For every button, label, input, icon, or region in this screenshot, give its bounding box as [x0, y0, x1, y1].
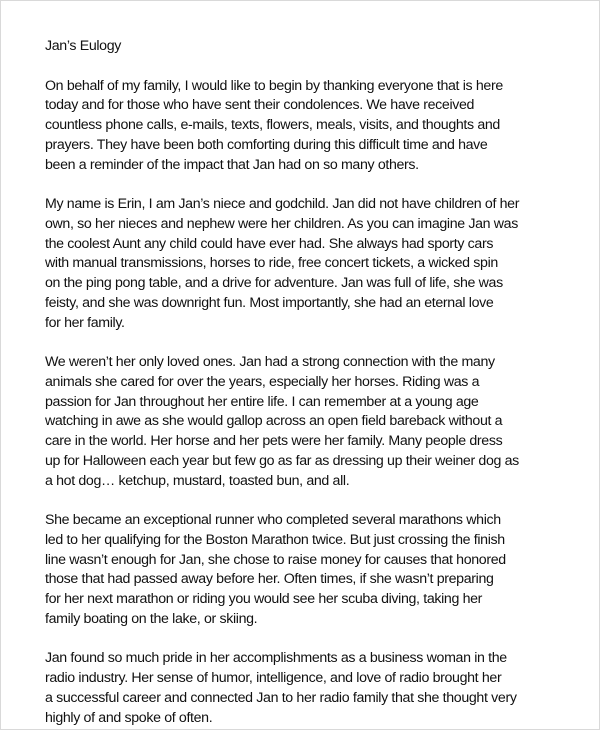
- text-line: highly of and spoke of often.: [45, 709, 213, 726]
- text-line: for her family.: [45, 314, 125, 331]
- text-line: animals she cared for over the years, especially her horses. Riding was a: [45, 373, 480, 390]
- text-line: line wasn’t enough for Jan, she chose to raise money for causes that honored: [45, 551, 506, 568]
- paragraph: [45, 649, 519, 728]
- text-line: She became an exceptional runner who completed several marathons which: [45, 512, 501, 528]
- text-line: led to her qualifying for the Boston Marathon twice. But just crossing the finish: [45, 531, 505, 548]
- document-body: [45, 37, 519, 748]
- title-text: Jan’s Eulogy: [45, 38, 121, 54]
- paragraph: [45, 77, 519, 176]
- text-line: been a reminder of the impact that Jan had on so many others.: [45, 156, 419, 173]
- paragraph: [45, 195, 519, 333]
- text-line: family boating on the lake, or skiing.: [45, 610, 258, 627]
- text-line: On behalf of my family, I would like to begin by thanking everyone that is here: [45, 77, 503, 94]
- text-line: on the ping pong table, and a drive for adventure. Jan was full of life, she was: [45, 275, 503, 291]
- text-line: those that had passed away before her. Often times, if she wasn’t preparing: [45, 571, 494, 588]
- text-line: radio industry. Her sense of humor, intelligence, and love of radio brought her: [45, 670, 502, 686]
- paragraph: [45, 353, 519, 491]
- paragraph: [45, 511, 519, 630]
- text-line: with manual transmissions, horses to ride, free concert tickets, a wicked spin: [45, 255, 498, 272]
- text-line: prayers. They have been both comforting during this difficult time and have: [45, 136, 488, 153]
- text-line: We weren’t her only loved ones. Jan had a strong connection with the many: [45, 354, 495, 370]
- text-line: the coolest Aunt any child could have ever had. She always had sporty cars: [45, 235, 494, 252]
- text-line: passion for Jan throughout her entire life. I can remember at a young age: [45, 393, 479, 410]
- text-line: feisty, and she was downright fun. Most importantly, she had an eternal love: [45, 294, 494, 311]
- text-line: own, so her nieces and nephew were her children. As you can imagine Jan was: [45, 215, 518, 232]
- text-line: a successful career and connected Jan to her radio family that she thought very: [45, 689, 517, 706]
- text-line: care in the world. Her horse and her pets were her family. Many people dress: [45, 433, 503, 449]
- text-line: countless phone calls, e-mails, texts, flowers, meals, visits, and thoughts and: [45, 117, 500, 133]
- text-line: for her next marathon or riding you would see her scuba diving, taking her: [45, 591, 483, 607]
- text-line: a hot dog… ketchup, mustard, toasted bun, and all.: [45, 472, 350, 489]
- text-line: Jan found so much pride in her accomplishments as a business woman in the: [45, 650, 507, 667]
- document-title: [45, 37, 519, 57]
- text-line: My name is Erin, I am Jan’s niece and godchild. Jan did not have children of her: [45, 196, 520, 212]
- text-line: today and for those who have sent their condolences. We have received: [45, 97, 475, 114]
- text-line: up for Halloween each year but few go as far as dressing up their weiner dog as: [45, 452, 519, 469]
- text-line: watching in awe as she would gallop across an open field bareback without a: [45, 413, 503, 430]
